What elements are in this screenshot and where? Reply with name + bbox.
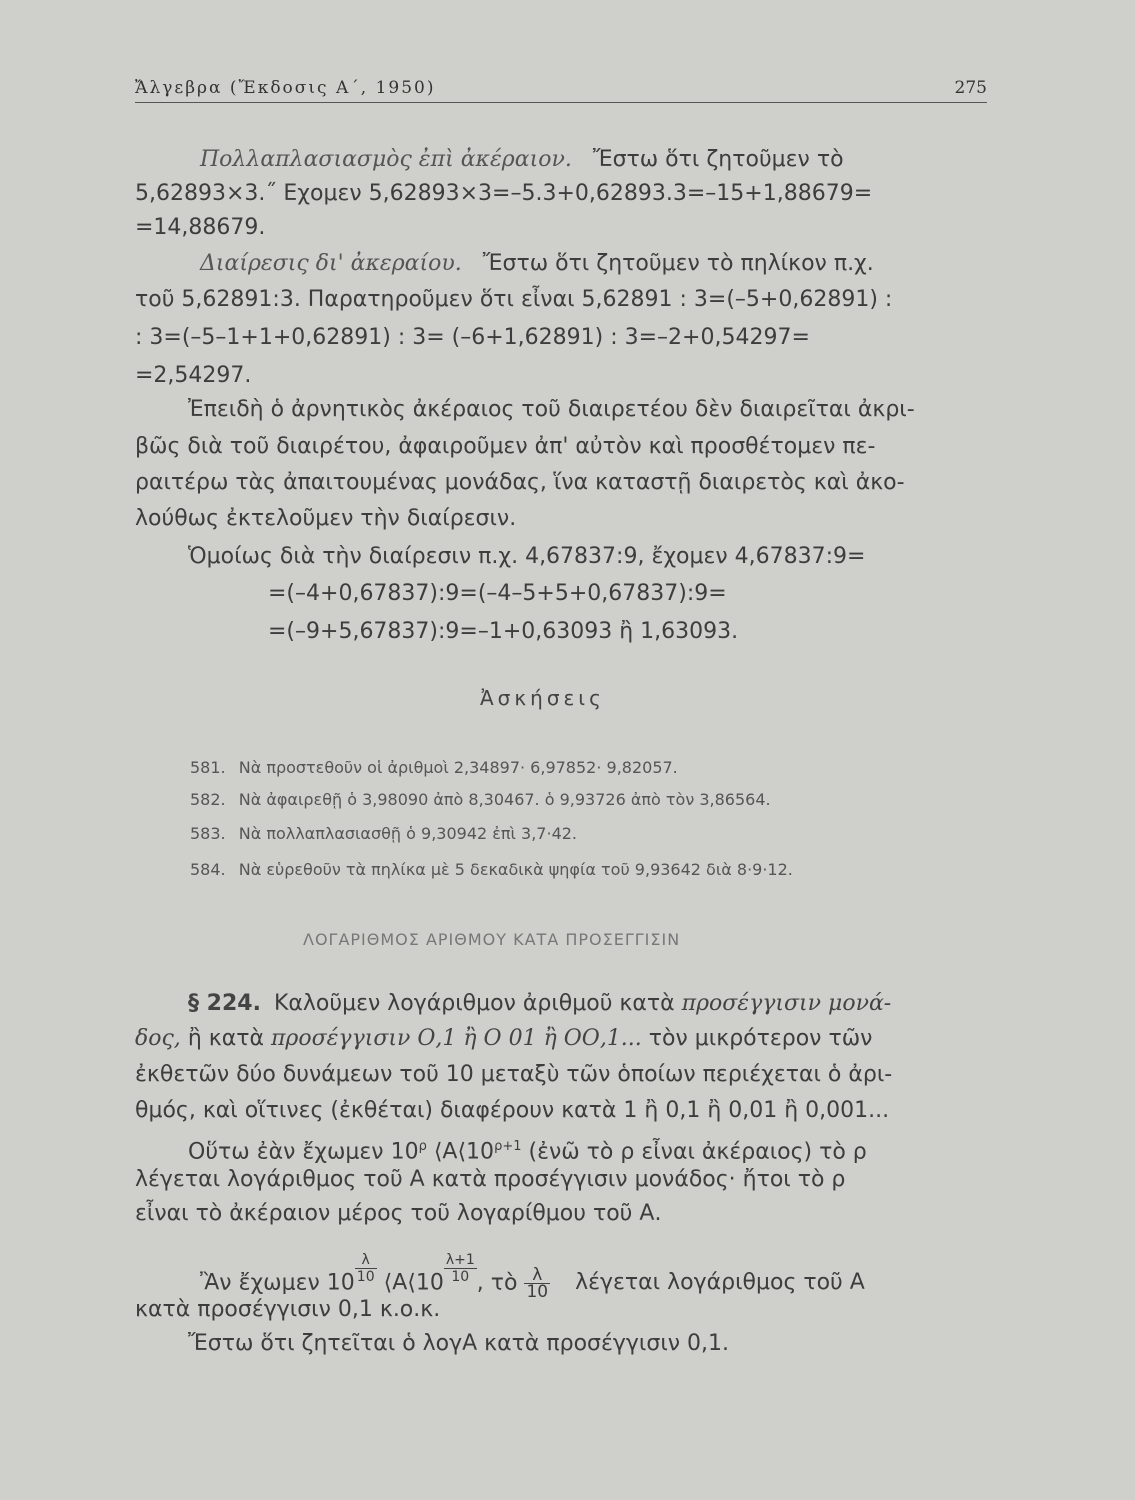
exponent-fraction: $\frac{\lambda}{10}$ <box>356 1252 375 1285</box>
section-line-7: εἶναι τὸ ἀκέραιον μέρος τοῦ λογαρίθμου τοῦ Α. <box>135 1201 662 1226</box>
division-heading: Διαίρεσις δι' ἀκεραίου. <box>200 251 462 276</box>
exponent-fraction: $\frac{\lambda+1}{10}$ <box>445 1252 475 1285</box>
similarly-line-1: Ὁμοίως διὰ τὴν διαίρεσιν π.χ. 4,67837:9, ἔχομεν 4,67837:9= <box>188 544 866 569</box>
exercise-item: 583. Νὰ πολλαπλασιασθῇ ὁ 9,30942 ἐπὶ 3,7·42. <box>190 824 578 843</box>
paragraph-number: § 224. <box>188 991 261 1016</box>
section-line-10: Ἔστω ὅτι ζητεῖται ὁ λογΑ κατὰ προσέγγισιν 0,1. <box>188 1331 730 1356</box>
section-line-1: § 224. Καλοῦμεν λογάριθμον ἀριθμοῦ κατὰ προσέγγισιν μονά- <box>188 991 892 1016</box>
page-number: 275 <box>954 78 987 98</box>
multiplication-line-2: 5,62893×3.˝ Εχομεν 5,62893×3=–5.3+0,62893.3=–15+1,88679= <box>135 181 873 206</box>
multiplication-line-3: =14,88679. <box>135 215 266 240</box>
explanation-line-4: λούθως ἐκτελοῦμεν τὴν διαίρεσιν. <box>135 506 517 531</box>
multiplication-heading: Πολλαπλασιασμὸς ἐπὶ ἀκέραιον. <box>200 147 572 172</box>
explanation-line-2: βῶς διὰ τοῦ διαιρέτου, ἀφαιροῦμεν ἀπ' αὐτὸν καὶ προσθέτομεν πε- <box>135 434 876 459</box>
multiplication-line-1: Πολλαπλασιασμὸς ἐπὶ ἀκέραιον. Ἔστω ὅτι ζητοῦμεν τὸ <box>200 147 844 172</box>
division-line-3: : 3=(–5–1+1+0,62891) : 3= (–6+1,62891) : 3=–2+0,54297= <box>135 325 810 350</box>
division-line-2: τοῦ 5,62891:3. Παρατηροῦμεν ὅτι εἶναι 5,62891 : 3=(–5+0,62891) : <box>135 287 893 312</box>
section-line-3: ἐκθετῶν δύο δυνάμεων τοῦ 10 μεταξὺ τῶν ὁποίων περιέχεται ὁ ἀρι- <box>135 1062 893 1087</box>
ratio-fraction: $\frac{\lambda}{10}$ <box>526 1264 549 1302</box>
section-line-5: Οὕτω ἐὰν ἔχωμεν $10^\rho$ $⟨A⟨10^{\rho+1}$ (ἐνῶ τὸ ρ εἶναι ἀκέραιος) τὸ ρ <box>188 1139 867 1165</box>
division-line-1: Διαίρεσις δι' ἀκεραίου. Ἔστω ὅτι ζητοῦμεν τὸ πηλίκον π.χ. <box>200 251 874 276</box>
header-title: Ἄλγεβρα (Ἔκδοσις Α΄, 1950) <box>135 78 436 98</box>
section-line-6: λέγεται λογάριθμος τοῦ Α κατὰ προσέγγισιν μονάδος· ἤτοι τὸ ρ <box>135 1167 846 1192</box>
exercises-title: Ἀσκήσεις <box>480 686 605 710</box>
exercise-item: 581. Νὰ προστεθοῦν οἱ ἀριθμοὶ 2,34897· 6,97852· 9,82057. <box>190 758 678 777</box>
section-line-2: δος, ἢ κατὰ προσέγγισιν Ο,1 ἢ Ο 01 ἢ ΟΟ,1... τὸν μικρότερον τῶν <box>135 1026 873 1051</box>
running-header <box>135 76 987 103</box>
section-title: ΛΟΓΑΡΙΘΜΟΣ ΑΡΙΘΜΟΥ ΚΑΤΑ ΠΡΟΣΕΓΓΙΣΙΝ <box>303 930 681 949</box>
explanation-line-3: ραιτέρω τὰς ἀπαιτουμένας μονάδας, ἵνα καταστῇ διαιρετὸς καὶ ἀκο- <box>135 470 905 495</box>
exercise-item: 584. Νὰ εὑρεθοῦν τὰ πηλίκα μὲ 5 δεκαδικὰ ψηφία τοῦ 9,93642 διὰ 8·9·12. <box>190 860 793 879</box>
similarly-line-3: =(–9+5,67837):9=–1+0,63093 ἢ 1,63093. <box>268 619 739 644</box>
section-line-8: Ἂν ἔχωμεν 10 $\frac{\lambda}{10}$ ⟨Α⟨10 $\frac{\lambda+1}{10}$ , τὸ $\frac{\lambda}{10}$ λέγεται λογάριθμος τοῦ Α <box>200 1252 865 1302</box>
exercise-item: 582. Νὰ ἀφαιρεθῇ ὁ 3,98090 ἀπὸ 8,30467. ὁ 9,93726 ἀπὸ τὸν 3,86564. <box>190 790 771 809</box>
similarly-line-2: =(–4+0,67837):9=(–4–5+5+0,67837):9= <box>268 581 727 606</box>
division-line-4: =2,54297. <box>135 363 252 388</box>
section-line-4: θμός, καὶ οἵτινες (ἐκθέται) διαφέρουν κατὰ 1 ἢ 0,1 ἢ 0,01 ἢ 0,001... <box>135 1098 890 1123</box>
explanation-line-1: Ἐπειδὴ ὁ ἀρνητικὸς ἀκέραιος τοῦ διαιρετέου δὲν διαιρεῖται ἀκρι- <box>188 397 915 422</box>
section-line-9: κατὰ προσέγγισιν 0,1 κ.ο.κ. <box>135 1297 441 1322</box>
